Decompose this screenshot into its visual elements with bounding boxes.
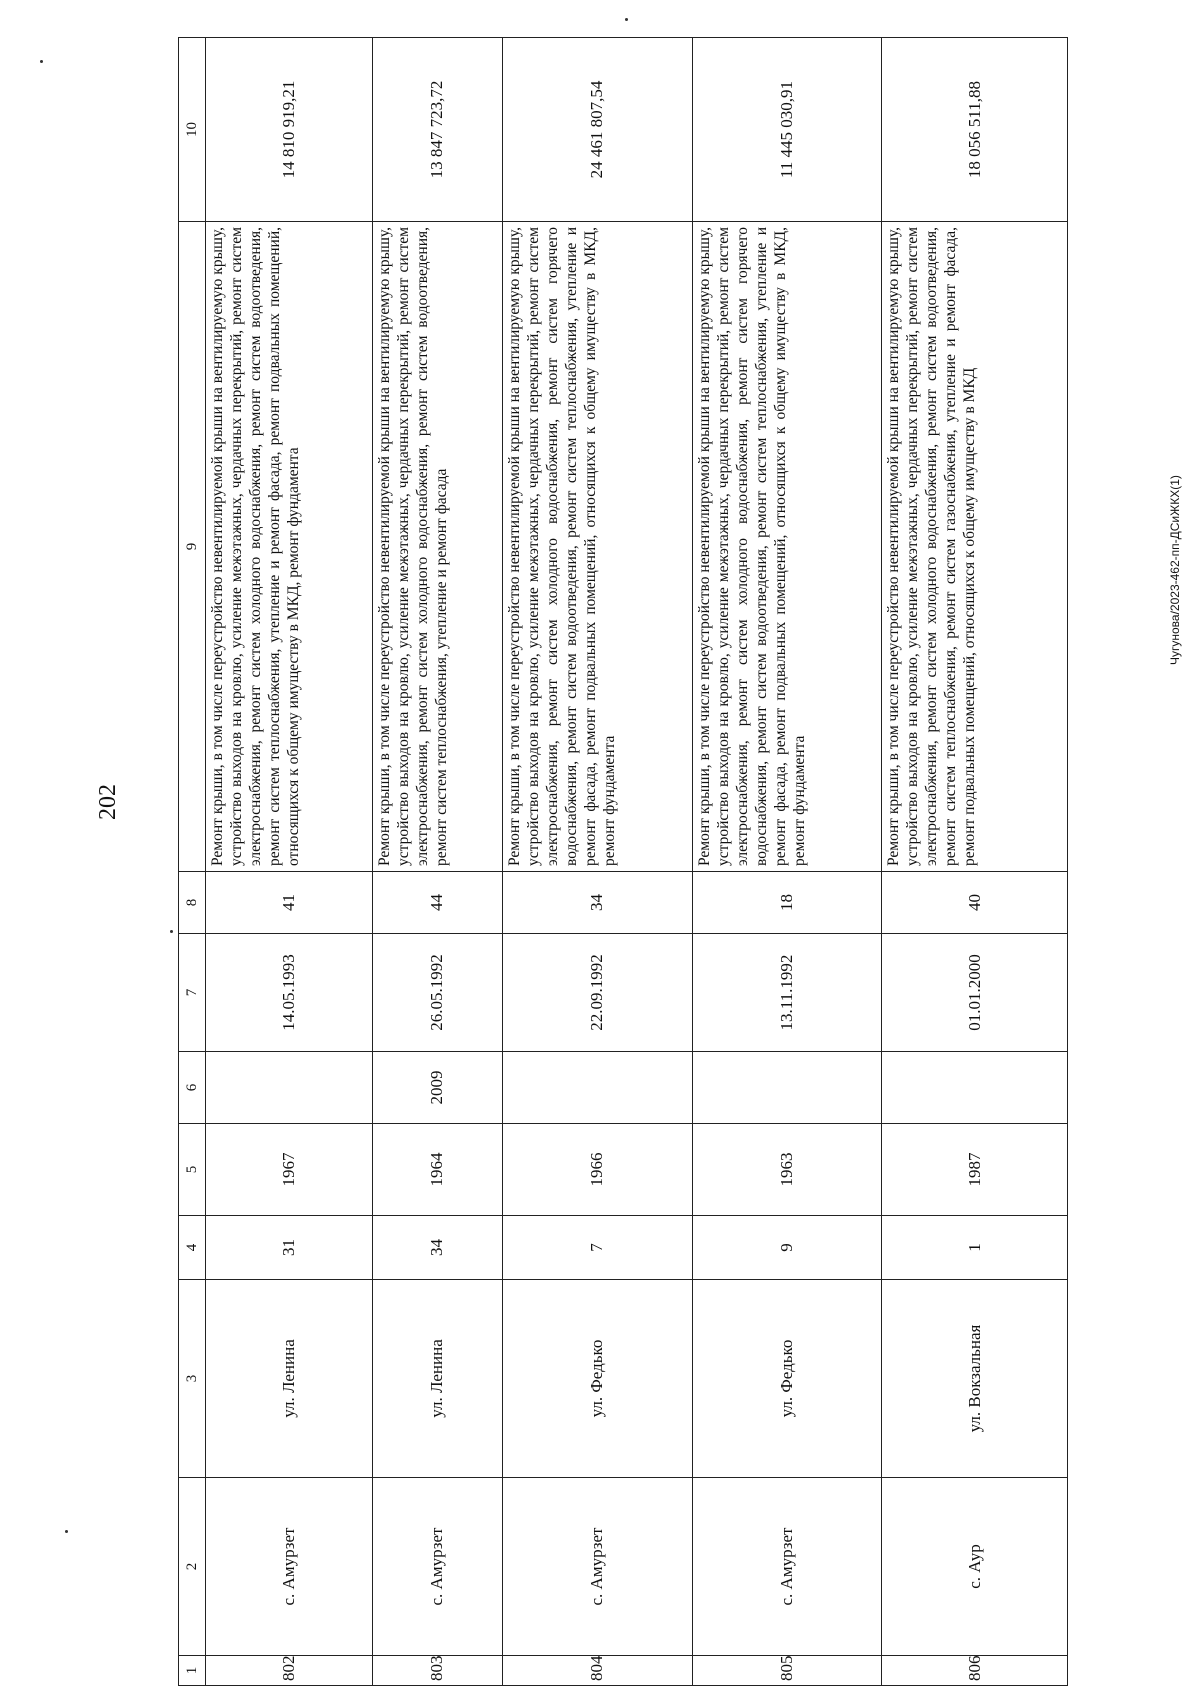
scan-speck — [170, 930, 173, 933]
house-number: 31 — [206, 1216, 373, 1280]
work-description: Ремонт крыши, в том числе переустройство невентилируемой крыши на вентилируемую крышу, устройство выходов на кровлю, усиление межэтажных, чердачных перекрытий, ремонт систем электроснабжения, ремонт систем холодного водоснабжения, ремонт систем горячего водоснабжения, ремонт систем водоотведения, ремонт систем теплоснабжения, утепление и ремонт фасада, ремонт подвальных помещений, относящихся к общему имуществу в МКД, ремонт фундамента — [692, 222, 882, 872]
header-cell: 4 — [179, 1216, 206, 1280]
header-cell: 1 — [179, 1656, 206, 1686]
cost: 14 810 919,21 — [206, 38, 373, 222]
year-last-repair: 2009 — [372, 1052, 502, 1124]
street: ул. Ленина — [206, 1280, 373, 1478]
table-row — [692, 38, 882, 1686]
year-last-repair — [503, 1052, 693, 1124]
row-number: 806 — [882, 1656, 1068, 1686]
scan-speck — [625, 18, 628, 21]
year-last-repair — [882, 1052, 1068, 1124]
header-cell: 7 — [179, 934, 206, 1052]
settlement: с. Амурзет — [692, 1478, 882, 1656]
privatization-date: 13.11.1992 — [692, 934, 882, 1052]
work-description: Ремонт крыши, в том числе переустройство невентилируемой крыши на вентилируемую крышу, устройство выходов на кровлю, усиление межэтажных, чердачных перекрытий, ремонт систем электроснабжения, ремонт систем холодного водоснабжения, ремонт систем водоотведения, ремонт систем теплоснабжения, утепление и ремонт фасада, ремонт подвальных помещений, относящихся к общему имуществу в МКД, ремонт фундамента — [206, 222, 373, 872]
cost: 18 056 511,88 — [882, 38, 1068, 222]
year-last-repair — [692, 1052, 882, 1124]
header-cell: 3 — [179, 1280, 206, 1478]
street: ул. Ленина — [372, 1280, 502, 1478]
apartment-count: 34 — [503, 872, 693, 934]
row-number: 804 — [503, 1656, 693, 1686]
header-cell: 8 — [179, 872, 206, 934]
street: ул. Федько — [692, 1280, 882, 1478]
scan-speck — [40, 60, 43, 63]
table-row — [503, 38, 693, 1686]
table-row — [372, 38, 502, 1686]
year-last-repair — [206, 1052, 373, 1124]
privatization-date: 26.05.1992 — [372, 934, 502, 1052]
header-cell: 2 — [179, 1478, 206, 1656]
year-built: 1963 — [692, 1124, 882, 1216]
cost: 24 461 807,54 — [503, 38, 693, 222]
year-built: 1966 — [503, 1124, 693, 1216]
house-number: 7 — [503, 1216, 693, 1280]
header-cell: 9 — [179, 222, 206, 872]
house-number: 1 — [882, 1216, 1068, 1280]
house-number: 9 — [692, 1216, 882, 1280]
header-row — [179, 38, 206, 1686]
row-number: 805 — [692, 1656, 882, 1686]
house-number: 34 — [372, 1216, 502, 1280]
settlement: с. Амурзет — [206, 1478, 373, 1656]
table-row — [882, 38, 1068, 1686]
apartment-count: 41 — [206, 872, 373, 934]
privatization-date: 14.05.1993 — [206, 934, 373, 1052]
table-row — [206, 38, 373, 1686]
apartment-count: 44 — [372, 872, 502, 934]
header-cell: 6 — [179, 1052, 206, 1124]
footer-document-id: Чугунова/2023-462-пп-ДСиЖКХ(1) — [1168, 475, 1182, 665]
capital-repair-table — [178, 37, 1068, 1686]
apartment-count: 18 — [692, 872, 882, 934]
page-number: 202 — [95, 784, 121, 820]
privatization-date: 01.01.2000 — [882, 934, 1068, 1052]
privatization-date: 22.09.1992 — [503, 934, 693, 1052]
header-cell: 10 — [179, 38, 206, 222]
year-built: 1987 — [882, 1124, 1068, 1216]
settlement: с. Амурзет — [503, 1478, 693, 1656]
year-built: 1967 — [206, 1124, 373, 1216]
header-cell: 5 — [179, 1124, 206, 1216]
street: ул. Федько — [503, 1280, 693, 1478]
settlement: с. Амурзет — [372, 1478, 502, 1656]
work-description: Ремонт крыши, в том числе переустройство невентилируемой крыши на вентилируемую крышу, устройство выходов на кровлю, усиление межэтажных, чердачных перекрытий, ремонт систем электроснабжения, ремонт систем холодного водоснабжения, ремонт систем водоотведения, ремонт систем теплоснабжения, ремонт систем газоснабжения, утепление и ремонт фасада, ремонт подвальных помещений, относящихся к общему имуществу в МКД — [882, 222, 1068, 872]
row-number: 803 — [372, 1656, 502, 1686]
row-number: 802 — [206, 1656, 373, 1686]
cost: 11 445 030,91 — [692, 38, 882, 222]
work-description: Ремонт крыши, в том числе переустройство невентилируемой крыши на вентилируемую крышу, устройство выходов на кровлю, усиление межэтажных, чердачных перекрытий, ремонт систем электроснабжения, ремонт систем холодного водоснабжения, ремонт систем водоотведения, ремонт систем теплоснабжения, утепление и ремонт фасада — [372, 222, 502, 872]
street: ул. Вокзальная — [882, 1280, 1068, 1478]
cost: 13 847 723,72 — [372, 38, 502, 222]
work-description: Ремонт крыши, в том числе переустройство невентилируемой крыши на вентилируемую крышу, устройство выходов на кровлю, усиление межэтажных, чердачных перекрытий, ремонт систем электроснабжения, ремонт систем холодного водоснабжения, ремонт систем горячего водоснабжения, ремонт систем водоотведения, ремонт систем теплоснабжения, утепление и ремонт фасада, ремонт подвальных помещений, относящихся к общему имуществу в МКД, ремонт фундамента — [503, 222, 693, 872]
rotated-table-container — [178, 38, 1068, 1686]
year-built: 1964 — [372, 1124, 502, 1216]
apartment-count: 40 — [882, 872, 1068, 934]
scan-speck — [65, 1530, 68, 1533]
settlement: с. Аур — [882, 1478, 1068, 1656]
